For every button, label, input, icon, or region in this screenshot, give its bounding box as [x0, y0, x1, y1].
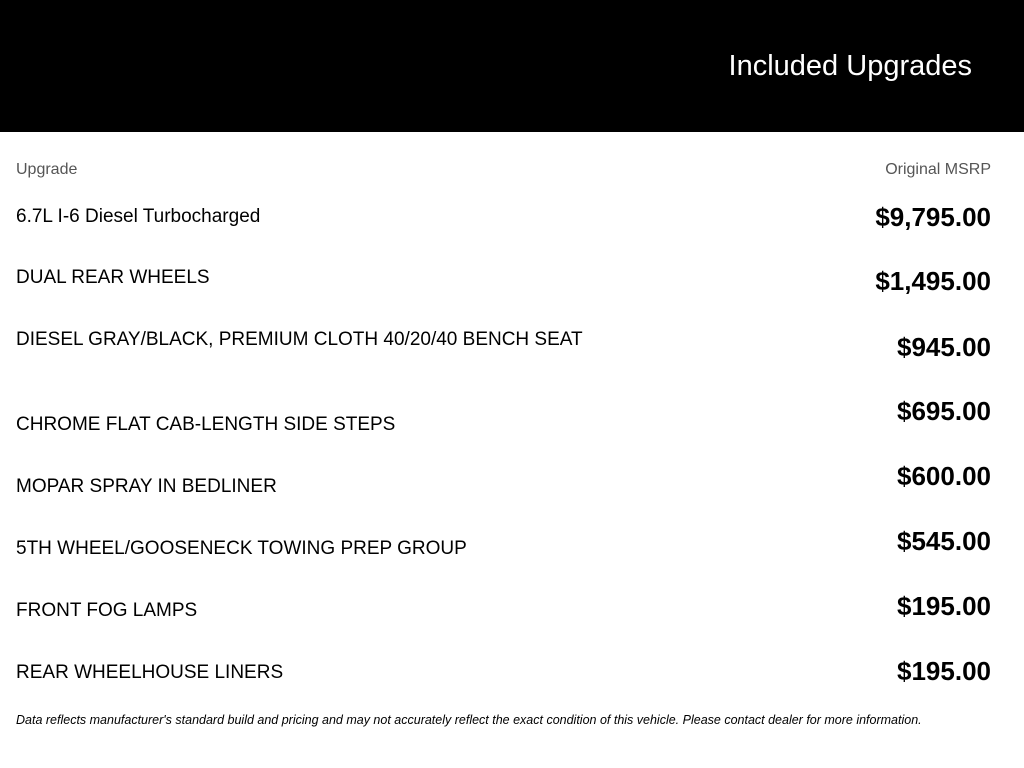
table-row [16, 461, 991, 525]
upgrade-price: $195.00 [897, 591, 991, 621]
column-header-msrp: Original MSRP [885, 161, 991, 178]
table-row [16, 204, 991, 268]
upgrade-name: CHROME FLAT CAB-LENGTH SIDE STEPS [16, 414, 396, 435]
upgrade-price: $1,495.00 [875, 266, 991, 296]
upgrade-price: $9,795.00 [875, 202, 991, 232]
table-row [16, 328, 991, 392]
table-row [16, 656, 991, 720]
table-row [16, 591, 991, 655]
upgrade-name: DIESEL GRAY/BLACK, PREMIUM CLOTH 40/20/40 BENCH SEAT [16, 329, 583, 350]
upgrade-price: $600.00 [897, 461, 991, 491]
upgrade-name: FRONT FOG LAMPS [16, 600, 198, 621]
upgrade-price: $545.00 [897, 526, 991, 556]
table-row [16, 266, 991, 330]
upgrade-price: $945.00 [897, 332, 991, 362]
upgrade-price: $195.00 [897, 656, 991, 686]
upgrade-name: DUAL REAR WHEELS [16, 267, 210, 288]
upgrade-name: REAR WHEELHOUSE LINERS [16, 662, 284, 683]
upgrade-name: 5TH WHEEL/GOOSENECK TOWING PREP GROUP [16, 538, 467, 559]
upgrade-name: 6.7L I-6 Diesel Turbocharged [16, 206, 261, 227]
column-header-upgrade: Upgrade [16, 161, 78, 178]
table-row [16, 396, 991, 460]
upgrade-price: $695.00 [897, 396, 991, 426]
page-title: Included Upgrades [728, 50, 972, 82]
header-bar [0, 0, 1024, 132]
upgrade-name: MOPAR SPRAY IN BEDLINER [16, 476, 277, 497]
disclaimer-text: Data reflects manufacturer's standard build and pricing and may not accurately reflect the exact condition of this vehicle. Please contact dealer for more information. [16, 713, 922, 727]
table-row [16, 526, 991, 590]
